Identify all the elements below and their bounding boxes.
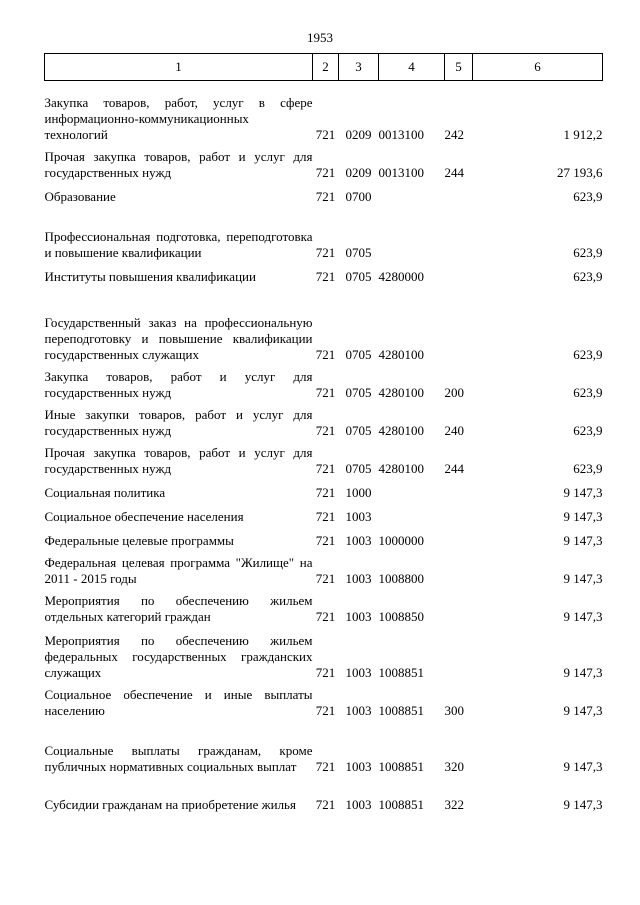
row-code-5: [445, 285, 473, 363]
table-row: [45, 681, 603, 719]
row-code-3: 0705: [345, 460, 372, 476]
table-header: [45, 54, 603, 81]
row-code-2: 721: [315, 702, 336, 718]
row-code-3: 1003: [345, 796, 372, 812]
row-amount: 9 147,3: [563, 664, 603, 680]
row-code-2: 721: [315, 244, 336, 260]
row-code-3: 0705: [345, 422, 372, 438]
row-code-5: 200: [444, 384, 464, 400]
row-code-3: 1003: [345, 508, 372, 524]
row-code-3: 0700: [345, 188, 372, 204]
row-code-4: 0013100: [378, 126, 424, 142]
row-name: Закупка товаров, работ и услуг для государственных нужд: [44, 368, 313, 400]
row-code-2: 721: [315, 796, 336, 812]
row-name: Субсидии гражданам на приобретение жилья: [44, 796, 296, 812]
row-amount: 9 147,3: [563, 532, 603, 548]
row-amount: 623,9: [573, 346, 603, 362]
row-code-4: [379, 181, 445, 205]
row-amount: 623,9: [573, 188, 603, 204]
row-code-2: 721: [315, 608, 336, 624]
row-code-5: 300: [444, 702, 464, 718]
row-code-5: [445, 181, 473, 205]
table-row: [45, 501, 603, 525]
row-code-3: 0705: [345, 244, 372, 260]
row-name: Мероприятия по обеспечению жильем федеральных государственных гражданских служащих: [44, 632, 313, 680]
page-number: 1953: [307, 30, 333, 45]
row-code-4: 1008851: [378, 664, 424, 680]
row-code-4: 4280100: [378, 460, 424, 476]
row-code-5: [445, 477, 473, 501]
row-code-5: [445, 549, 473, 587]
row-code-2: 721: [315, 484, 336, 500]
table-row: [45, 625, 603, 681]
row-code-2: 721: [315, 508, 336, 524]
row-name: Профессиональная подготовка, переподготовка и повышение квалификации: [44, 228, 313, 260]
row-code-5: 322: [444, 796, 464, 812]
row-amount: 27 193,6: [557, 164, 603, 180]
row-code-3: 1003: [345, 532, 372, 548]
row-code-2: 721: [315, 188, 336, 204]
row-code-4: 1000000: [378, 532, 424, 548]
table-row: [45, 205, 603, 261]
header-row: [45, 54, 603, 81]
row-code-3: 1003: [345, 664, 372, 680]
row-code-2: 721: [315, 758, 336, 774]
row-code-5: 244: [444, 164, 464, 180]
row-name: Образование: [44, 188, 116, 204]
table-row: [45, 775, 603, 813]
row-name: Прочая закупка товаров, работ и услуг для государственных нужд: [44, 444, 313, 476]
row-code-5: [445, 261, 473, 285]
table-row: [45, 549, 603, 587]
table-row: [45, 181, 603, 205]
row-amount: 623,9: [573, 460, 603, 476]
table-row: [45, 143, 603, 181]
row-code-2: 721: [315, 570, 336, 586]
row-code-2: 721: [315, 532, 336, 548]
row-code-5: [445, 205, 473, 261]
column-header-3: 3: [339, 54, 379, 81]
row-code-4: 4280100: [378, 384, 424, 400]
row-code-3: 0209: [345, 126, 372, 142]
row-code-4: 1008851: [378, 796, 424, 812]
row-code-4: 4280100: [378, 346, 424, 362]
row-name: Федеральная целевая программа "Жилище" на 2011 - 2015 годы: [44, 554, 313, 586]
row-code-5: 244: [444, 460, 464, 476]
row-code-4: 4280100: [378, 422, 424, 438]
column-header-1: 1: [45, 54, 313, 81]
row-amount: 9 147,3: [563, 758, 603, 774]
row-amount: 623,9: [573, 384, 603, 400]
column-header-6: 6: [473, 54, 603, 81]
table-row: [45, 285, 603, 363]
column-header-2: 2: [313, 54, 339, 81]
row-code-3: 1003: [345, 758, 372, 774]
table-row: [45, 81, 603, 143]
row-name: Иные закупки товаров, работ и услуг для государственных нужд: [44, 406, 313, 438]
table-row: [45, 363, 603, 401]
table-body: [45, 81, 603, 813]
row-name: Государственный заказ на профессиональную переподготовку и повышение квалификации государственных служащих: [44, 314, 313, 362]
row-code-2: 721: [315, 460, 336, 476]
row-amount: 623,9: [573, 244, 603, 260]
row-code-5: [445, 587, 473, 625]
row-code-4: [379, 477, 445, 501]
row-amount: 9 147,3: [563, 702, 603, 718]
row-name: Социальное обеспечение населения: [44, 508, 244, 524]
row-code-2: 721: [315, 164, 336, 180]
row-code-2: 721: [315, 346, 336, 362]
row-code-3: 0705: [345, 346, 372, 362]
table-row: [45, 477, 603, 501]
row-name: Прочая закупка товаров, работ и услуг для государственных нужд: [44, 148, 313, 180]
column-header-5: 5: [445, 54, 473, 81]
row-code-5: 240: [444, 422, 464, 438]
budget-table: [44, 53, 603, 813]
row-code-5: [445, 525, 473, 549]
row-name: Институты повышения квалификации: [44, 268, 256, 284]
row-code-5: 320: [444, 758, 464, 774]
row-code-4: 4280000: [378, 268, 424, 284]
row-code-2: 721: [315, 126, 336, 142]
row-name: Социальное обеспечение и иные выплаты населению: [44, 686, 313, 718]
table-row: [45, 525, 603, 549]
row-amount: 9 147,3: [563, 570, 603, 586]
row-amount: 9 147,3: [563, 508, 603, 524]
row-code-2: 721: [315, 664, 336, 680]
table-row: [45, 587, 603, 625]
row-code-4: 1008851: [378, 758, 424, 774]
row-code-2: 721: [315, 268, 336, 284]
row-code-3: 0705: [345, 384, 372, 400]
row-code-3: 1003: [345, 702, 372, 718]
column-header-4: 4: [379, 54, 445, 81]
row-name: Социальные выплаты гражданам, кроме публичных нормативных социальных выплат: [44, 742, 313, 774]
row-name: Закупка товаров, работ, услуг в сфере информационно-коммуникационных технологий: [44, 94, 313, 142]
table-row: [45, 261, 603, 285]
row-code-3: 1003: [345, 570, 372, 586]
row-amount: 1 912,2: [563, 126, 603, 142]
table-row: [45, 401, 603, 439]
row-code-4: 1008850: [378, 608, 424, 624]
row-code-3: 0705: [345, 268, 372, 284]
row-code-4: [379, 501, 445, 525]
row-code-5: [445, 501, 473, 525]
row-code-2: 721: [315, 384, 336, 400]
row-amount: 9 147,3: [563, 484, 603, 500]
row-code-5: 242: [444, 126, 464, 142]
row-code-3: 1003: [345, 608, 372, 624]
row-code-5: [445, 625, 473, 681]
row-code-4: [379, 205, 445, 261]
row-name: Федеральные целевые программы: [44, 532, 234, 548]
table-row: [45, 439, 603, 477]
row-amount: 623,9: [573, 422, 603, 438]
row-code-3: 0209: [345, 164, 372, 180]
row-code-4: 1008800: [378, 570, 424, 586]
row-amount: 9 147,3: [563, 796, 603, 812]
row-code-2: 721: [315, 422, 336, 438]
table-row: [45, 719, 603, 775]
row-code-4: 1008851: [378, 702, 424, 718]
row-amount: 9 147,3: [563, 608, 603, 624]
row-name: Социальная политика: [44, 484, 166, 500]
row-code-4: 0013100: [378, 164, 424, 180]
row-code-3: 1000: [345, 484, 372, 500]
row-name: Мероприятия по обеспечению жильем отдельных категорий граждан: [44, 592, 313, 624]
row-amount: 623,9: [573, 268, 603, 284]
